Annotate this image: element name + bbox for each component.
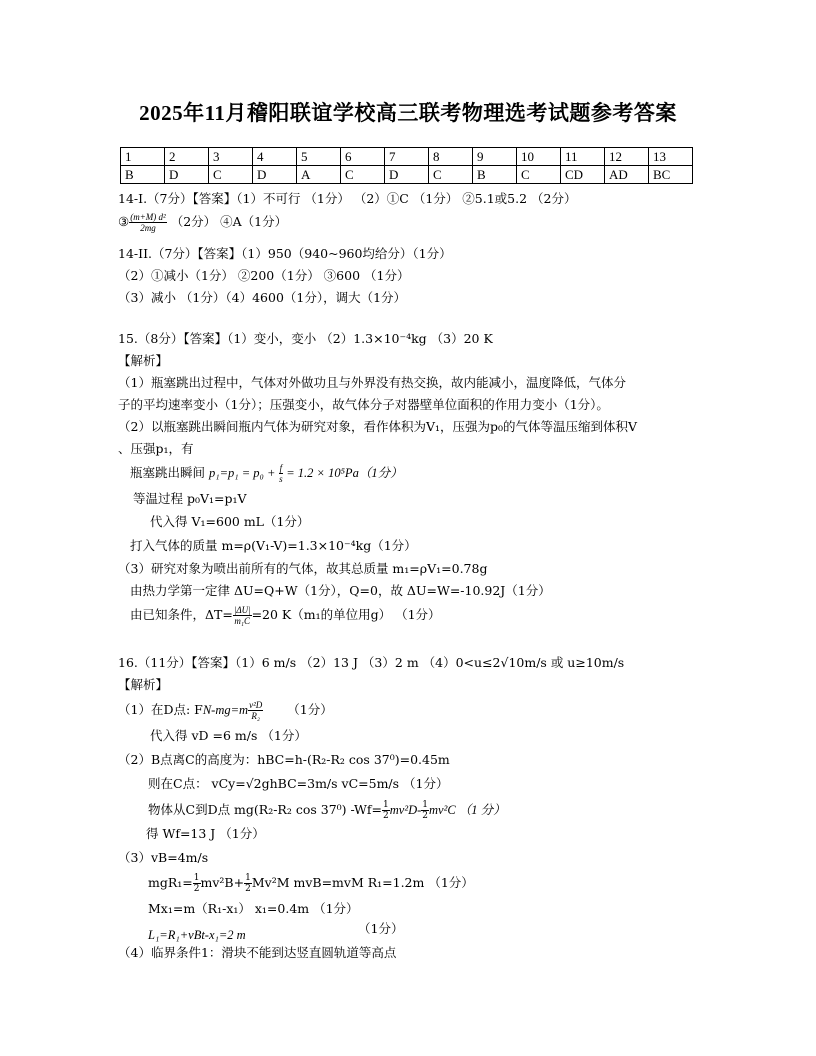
q15-analysis-heading: 【解析】 [118, 353, 169, 368]
question-number-cell: 6 [341, 148, 385, 166]
fraction-numerator: 1 [422, 800, 428, 810]
fraction [382, 800, 390, 821]
equation-label: （1）在D点: F [118, 702, 203, 717]
question-number-cell: 7 [385, 148, 429, 166]
fraction-numerator: |ΔU| [233, 605, 251, 615]
answer-cell: C [209, 166, 253, 184]
question-number-cell: 4 [253, 148, 297, 166]
q14i-formula-line [118, 212, 287, 233]
fraction-denominator: 2 [245, 884, 251, 894]
page-title: 2025年11月稽阳联谊学校高三联考物理选考试题参考答案 [139, 101, 677, 125]
q15-first-law-line: 由热力学第一定律 ΔU=Q+W（1分），Q=0，故 ΔU=W=-10.92J（1分） [130, 583, 551, 598]
fraction-denominator: 2 [383, 811, 389, 821]
q16-critical-line: （4）临界条件1：滑块不能到达竖直圆轨道等高点 [118, 945, 397, 960]
q15-part3-line: （3）研究对象为喷出前所有的气体，故其总质量 m₁=ρV₁=0.78g [118, 561, 488, 576]
fraction [248, 700, 263, 721]
q16-point-c-line: 则在C点： vCy=√2ghBC=3m/s vC=5m/s （1分） [148, 776, 449, 791]
equation-middle: mv²D- [389, 803, 422, 817]
fraction [193, 873, 201, 894]
fraction-numerator: 1 [245, 873, 251, 883]
q15-delta-t-line [130, 605, 441, 626]
q15-text-3: （2）以瓶塞跳出瞬间瓶内气体为研究对象，看作体积为V₁，压强为p₀的气体等温压缩到体积V [118, 419, 638, 434]
equation-left: N-mg=m [202, 703, 249, 717]
fraction-numerator: v²D [249, 700, 263, 710]
answer-cell: B [473, 166, 517, 184]
q14ii-answer-line: 14-II.（7分）【答案】（1）950（940~960均给分）（1分） [118, 246, 452, 261]
equation-label: 由已知条件，ΔT= [130, 607, 233, 622]
fraction [244, 873, 252, 894]
question-number-cell: 10 [517, 148, 561, 166]
equation-left: p₁=p₁ = p₀ + [208, 466, 279, 480]
answer-cell: BC [649, 166, 693, 184]
equation-middle: mv²B+ [200, 875, 245, 890]
fraction-denominator: R₂ [251, 711, 261, 721]
fraction-denominator: 2 [422, 811, 428, 821]
q16-work-line: 得 Wf=13 J （1分） [146, 826, 265, 841]
equation-right: mv²C （1 分） [429, 803, 506, 817]
answer-cell: B [121, 166, 165, 184]
question-number-cell: 13 [649, 148, 693, 166]
fraction [421, 800, 429, 821]
equation-right: = 1.2 × 10⁵Pa（1分） [283, 466, 403, 480]
score-text: （1分） [287, 702, 333, 717]
answer-cell: D [165, 166, 209, 184]
q16-momentum-line [148, 873, 474, 894]
answer-cell: C [341, 166, 385, 184]
equation-right: =20 K（m₁的单位用g） （1分） [251, 607, 441, 622]
q16-height-line: （2）B点离C的高度为：hBC=h-(R₂-R₂ cos 37⁰)=0.45m [118, 752, 450, 767]
fraction-denominator: 2 [193, 884, 200, 894]
q15-answer-line: 15.（8分）【答案】（1）变小，变小 （2）1.3×10⁻⁴kg （3）20 K [118, 331, 493, 346]
question-number-cell: 8 [429, 148, 473, 166]
question-number-cell: 5 [297, 148, 341, 166]
q14ii-line-3: （3）减小 （1分）（4）4600（1分），调大（1分） [118, 290, 407, 305]
equation-label: 瓶塞跳出瞬间 [130, 465, 209, 480]
fraction [129, 212, 167, 233]
question-number-cell: 1 [121, 148, 165, 166]
q16-vb-line: （3）vB=4m/s [118, 850, 209, 865]
answer-cell: D [253, 166, 297, 184]
answer-cell: C [429, 166, 473, 184]
fraction-numerator: (m+M) d² [130, 212, 166, 222]
q14i-answer-line: 14-I.（7分）【答案】（1）不可行 （1分） （2）①C （1分） ②5.1或5.2 （2分） [118, 191, 577, 206]
circled-number: ③ [118, 214, 130, 229]
fraction-denominator: s [279, 474, 283, 484]
fraction-denominator: 2mg [140, 223, 156, 233]
fraction-denominator: m₁C [234, 616, 251, 626]
equation-left: mgR₁= [148, 875, 193, 890]
q15-text-2: 子的平均速率变小（1分）；压强变小，故气体分子对器壁单位面积的作用力变小（1分）。 [118, 397, 609, 412]
answer-cell: AD [605, 166, 649, 184]
question-number-cell: 11 [561, 148, 605, 166]
q14ii-line-2: （2）①减小（1分） ②200（1分） ③600 （1分） [118, 268, 410, 283]
q15-isothermal-line: 等温过程 p₀V₁=p₁V [133, 491, 247, 506]
q16-analysis-heading: 【解析】 [118, 677, 169, 692]
question-number-cell: 3 [209, 148, 253, 166]
fraction [233, 605, 252, 626]
answer-cell: D [385, 166, 429, 184]
fraction-numerator: 1 [193, 873, 200, 883]
q15-mass-line: 打入气体的质量 m=ρ(V₁-V)=1.3×10⁻⁴kg（1分） [130, 538, 417, 553]
q16-point-d-equation [118, 700, 333, 721]
q15-text-4: 、压强p₁，有 [118, 441, 194, 456]
question-number-cell: 12 [605, 148, 649, 166]
answer-cell: CD [561, 166, 605, 184]
answer-table [120, 147, 693, 184]
fraction-numerator: f [279, 463, 283, 473]
equation-right: Mv²M mvB=mvM R₁=1.2m （1分） [251, 875, 474, 890]
question-number-cell: 9 [473, 148, 517, 166]
q15-pressure-equation [130, 463, 403, 484]
q16-answer-line: 16.（11分）【答案】（1）6 m/s （2）13 J （3）2 m （4）0<u≤2√10m/s 或 u≥10m/s [118, 655, 625, 670]
answer-table-number-row [121, 148, 693, 166]
q16-score-note: （1分） [358, 921, 404, 936]
q16-energy-line [148, 800, 506, 821]
q15-substitute-line: 代入得 V₁=600 mL（1分） [150, 514, 310, 529]
q15-text-1: （1）瓶塞跳出过程中，气体对外做功且与外界没有热交换，故内能减小，温度降低，气体分 [118, 375, 626, 390]
score-text: （2分） ④A（1分） [170, 214, 288, 229]
q16-displacement-line: Mx₁=m（R₁-x₁） x₁=0.4m （1分） [148, 901, 359, 916]
answer-cell: A [297, 166, 341, 184]
answer-table-answer-row [121, 166, 693, 184]
fraction-numerator: 1 [383, 800, 389, 810]
q16-vd-line: 代入得 vD =6 m/s （1分） [150, 728, 307, 743]
q16-length-line: L₁=R₁+vBt-x₁=2 m [148, 928, 246, 942]
equation-left: 物体从C到D点 mg(R₂-R₂ cos 37⁰) -Wf= [148, 802, 383, 817]
answer-cell: C [517, 166, 561, 184]
question-number-cell: 2 [165, 148, 209, 166]
